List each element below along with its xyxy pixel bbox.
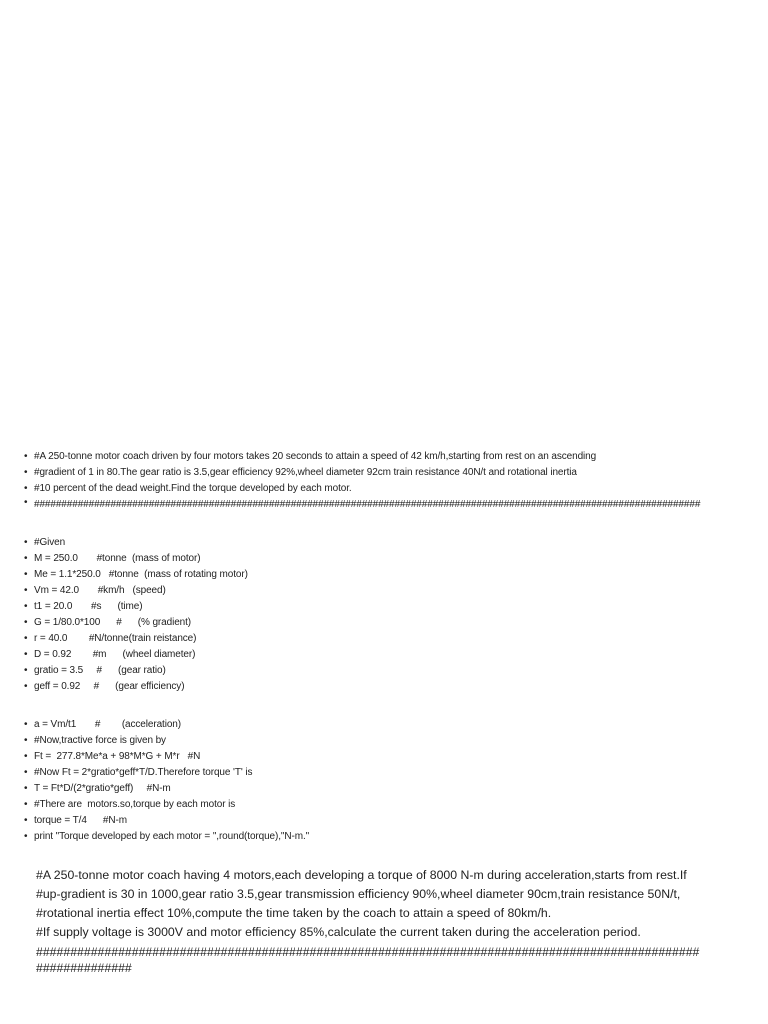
bullet-line: • #Now Ft = 2*gratio*geff*T/D.Therefore torque 'T' is <box>24 765 724 781</box>
bullet-line: • t1 = 20.0 #s (time) <box>24 599 724 615</box>
bullet-line: • r = 40.0 #N/tonne(train reistance) <box>24 631 724 647</box>
bullet-line: • print "Torque developed by each motor = ",round(torque),"N-m." <box>24 829 724 845</box>
bullet-line: • D = 0.92 #m (wheel diameter) <box>24 647 724 663</box>
paragraph-line: #A 250-tonne motor coach having 4 motors,each developing a torque of 8000 N-m during acceleration,starts from rest.If <box>36 868 687 882</box>
bullet-line: • Me = 1.1*250.0 #tonne (mass of rotating motor) <box>24 567 724 583</box>
paragraph-line: #up-gradient is 30 in 1000,gear ratio 3.5,gear transmission efficiency 90%,wheel diameter 90cm,train resistance 50N/t, <box>36 887 681 901</box>
bullet-line: • #There are motors.so,torque by each motor is <box>24 797 724 813</box>
paragraph-line: #If supply voltage is 3000V and motor efficiency 85%,calculate the current taken during the acceleration period. <box>36 925 641 939</box>
bullet-line: • torque = T/4 #N-m <box>24 813 724 829</box>
problem-paragraph <box>36 866 706 976</box>
paragraph-separator-line: ############################################################################################################### <box>36 945 700 975</box>
bullet-line: • #gradient of 1 in 80.The gear ratio is 3.5,gear efficiency 92%,wheel diameter 92cm train resistance 40N/t and rotational inertia <box>24 465 724 481</box>
code-bullet-list <box>24 449 724 845</box>
bullet-line: • Vm = 42.0 #km/h (speed) <box>24 583 724 599</box>
bullet-line: • #Given <box>24 535 724 551</box>
bullet-line: • geff = 0.92 # (gear efficiency) <box>24 679 724 695</box>
bullet-line: • #Now,tractive force is given by <box>24 733 724 749</box>
paragraph-line: #rotational inertia effect 10%,compute the time taken by the coach to attain a speed of 80km/h. <box>36 906 552 920</box>
bullet-line: • #10 percent of the dead weight.Find the torque developed by each motor. <box>24 481 724 497</box>
bullet-line: • G = 1/80.0*100 # (% gradient) <box>24 615 724 631</box>
bullet-line: • #A 250-tonne motor coach driven by four motors takes 20 seconds to attain a speed of 42 km/h,starting from rest on an ascending <box>24 449 724 465</box>
bullet-line: • M = 250.0 #tonne (mass of motor) <box>24 551 724 567</box>
bullet-line: • gratio = 3.5 # (gear ratio) <box>24 663 724 679</box>
bullet-line: • Ft = 277.8*Me*a + 98*M*G + M*r #N <box>24 749 724 765</box>
bullet-separator-line: • ########################################################################################################################## <box>24 497 724 513</box>
bullet-line: • a = Vm/t1 # (acceleration) <box>24 717 724 733</box>
bullet-line: • T = Ft*D/(2*gratio*geff) #N-m <box>24 781 724 797</box>
